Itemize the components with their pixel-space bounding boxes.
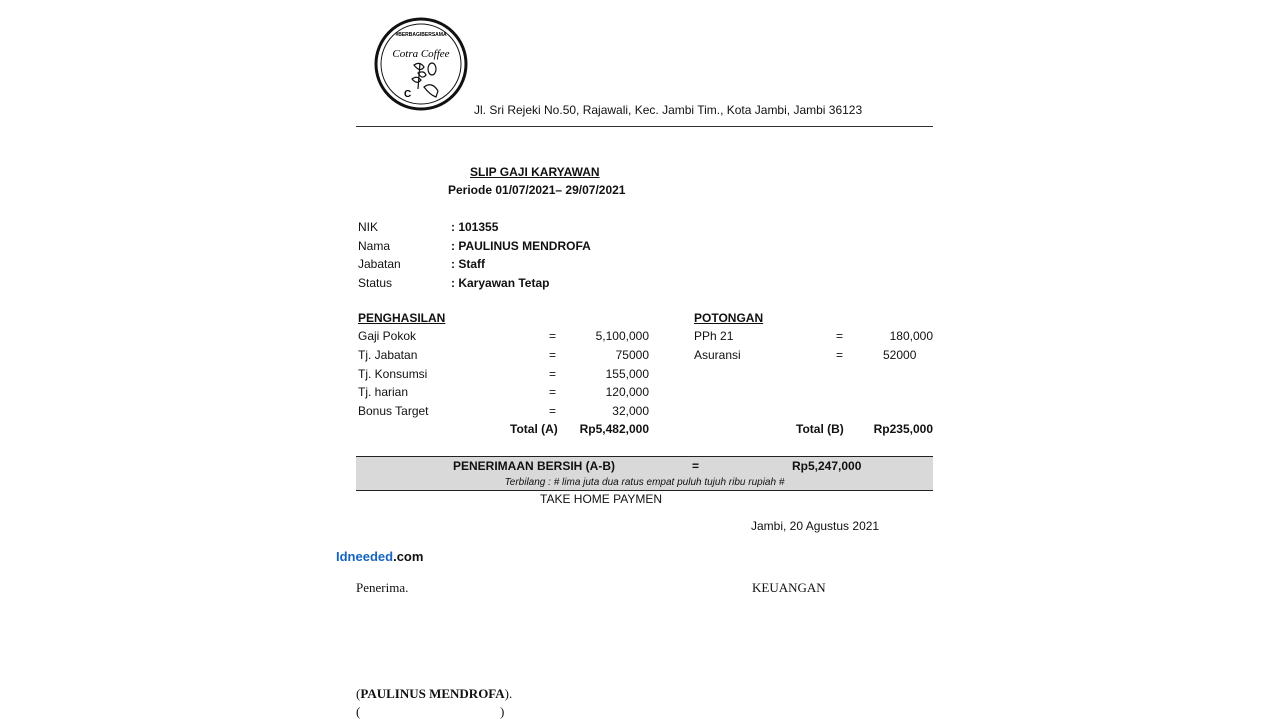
income-item-label: Tj. harian xyxy=(358,385,409,399)
income-item-equals: = xyxy=(549,367,557,381)
logo-letter: C xyxy=(404,89,412,100)
deduction-item-amount: 52000 xyxy=(883,348,917,362)
deduction-item-amount: 180,000 xyxy=(889,329,933,343)
employee-value-status: : Karyawan Tetap xyxy=(451,276,550,290)
deductions-total-label: Total (B) xyxy=(796,422,844,436)
income-item-equals: = xyxy=(549,404,557,418)
income-item-label: Tj. Konsumsi xyxy=(358,367,428,381)
logo-wordmark: Cotra Coffee xyxy=(392,48,450,60)
employee-value-name: : PAULINUS MENDROFA xyxy=(451,239,591,253)
income-item-label: Tj. Jabatan xyxy=(358,348,418,362)
net-pay-equals: = xyxy=(692,459,700,473)
net-pay-value: Rp5,247,000 xyxy=(792,459,862,473)
net-pay-label: PENERIMAAN BERSIH (A-B) xyxy=(453,459,615,473)
deductions-heading: POTONGAN xyxy=(694,311,764,325)
slip-period: Periode 01/07/2021– 29/07/2021 xyxy=(448,183,626,197)
place-date: Jambi, 20 Agustus 2021 xyxy=(751,519,880,533)
employee-label-nik: NIK xyxy=(358,220,379,234)
receiver-label: Penerima. xyxy=(356,580,409,595)
employee-label-position: Jabatan xyxy=(358,257,401,271)
watermark-domain: .com xyxy=(393,549,424,564)
receiver-signature xyxy=(356,686,512,702)
finance-label: KEUANGAN xyxy=(752,580,826,595)
header-divider xyxy=(356,126,933,127)
income-item-amount: 155,000 xyxy=(605,367,649,381)
deductions-total-value: Rp235,000 xyxy=(873,422,933,436)
income-heading: PENGHASILAN xyxy=(358,311,446,325)
income-item-amount: 5,100,000 xyxy=(595,329,649,343)
employee-label-status: Status xyxy=(358,276,393,290)
logo-hashtag: #BERBAGIBERSAMA xyxy=(395,32,447,38)
paren-close: ). xyxy=(504,686,513,701)
deduction-item-label: PPh 21 xyxy=(694,329,734,343)
finance-signature-blank-open: ( xyxy=(356,704,361,719)
finance-signature-blank-close: ) xyxy=(500,704,505,719)
income-item-amount: 120,000 xyxy=(605,385,649,399)
income-item-amount: 32,000 xyxy=(612,404,649,418)
income-item-label: Bonus Target xyxy=(358,404,429,418)
deduction-item-equals: = xyxy=(836,329,844,343)
slip-title: SLIP GAJI KARYAWAN xyxy=(470,165,600,179)
deduction-item-equals: = xyxy=(836,348,844,362)
income-total-value: Rp5,482,000 xyxy=(579,422,649,436)
income-total-label: Total (A) xyxy=(510,422,558,436)
income-item-amount: 75000 xyxy=(615,348,649,362)
income-item-equals: = xyxy=(549,329,557,343)
take-home-caption: TAKE HOME PAYMEN xyxy=(540,492,663,506)
company-address: Jl. Sri Rejeki No.50, Rajawali, Kec. Jambi Tim., Kota Jambi, Jambi 36123 xyxy=(474,103,863,117)
income-item-equals: = xyxy=(549,385,557,399)
employee-value-nik: : 101355 xyxy=(451,220,499,234)
watermark xyxy=(336,549,423,564)
employee-label-name: Nama xyxy=(358,239,391,253)
income-item-equals: = xyxy=(549,348,557,362)
paren-open: ( xyxy=(356,686,361,701)
employee-value-position: : Staff xyxy=(451,257,485,271)
company-logo xyxy=(374,17,468,111)
amount-in-words: Terbilang : # lima juta dua ratus empat puluh tujuh ribu rupiah # xyxy=(504,477,785,488)
income-item-label: Gaji Pokok xyxy=(358,329,417,343)
deduction-item-label: Asuransi xyxy=(694,348,741,362)
watermark-brand: Idneeded xyxy=(336,549,394,564)
receiver-name: PAULINUS MENDROFA xyxy=(360,686,505,701)
